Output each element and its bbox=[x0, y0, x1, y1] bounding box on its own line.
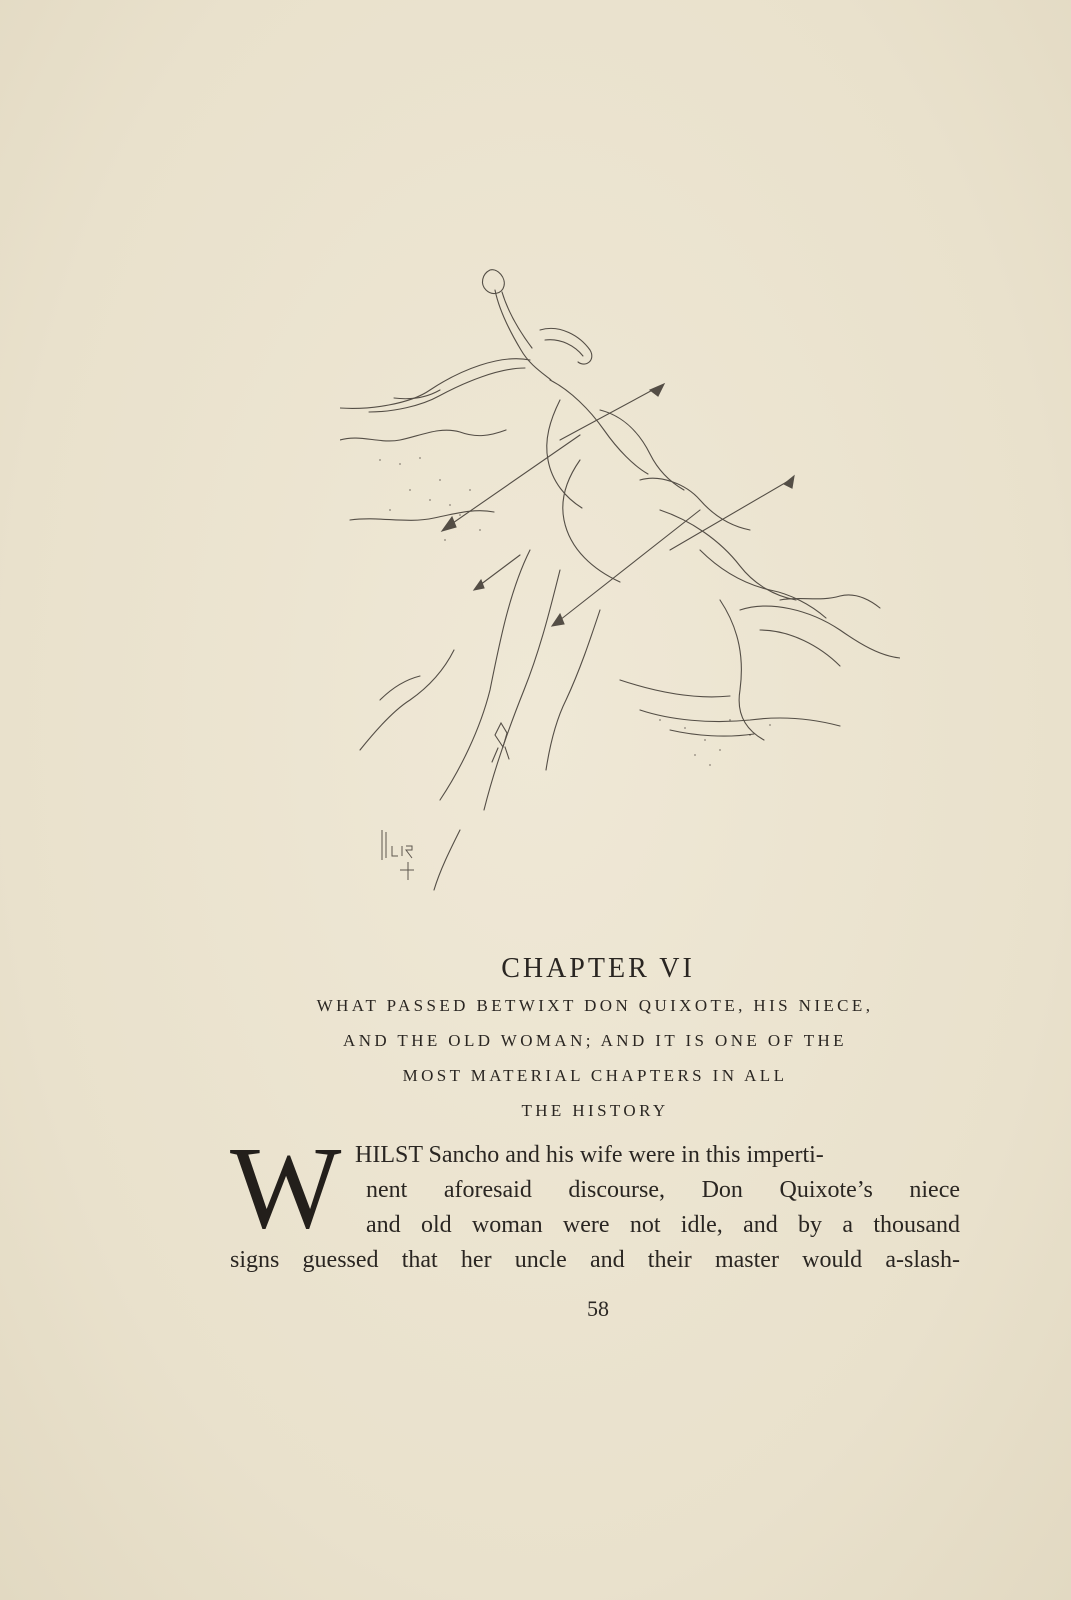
body-line: HILST Sancho and his wife were in this imperti- bbox=[355, 1142, 824, 1168]
subtitle-line: THE HISTORY bbox=[521, 1101, 669, 1120]
chapter-illustration bbox=[340, 250, 900, 910]
body-paragraph bbox=[230, 1122, 960, 1278]
subtitle-line: WHAT PASSED BETWIXT DON QUIXOTE, HIS NIECE, bbox=[316, 996, 874, 1015]
drop-cap: W bbox=[230, 1122, 342, 1253]
body-line: nent aforesaid discourse, Don Quixote’s niece bbox=[366, 1177, 960, 1203]
chapter-subtitle bbox=[230, 988, 960, 1128]
body-line: signs guessed that her uncle and their master would a-slash- bbox=[230, 1247, 960, 1273]
body-line: and old woman were not idle, and by a thousand bbox=[366, 1212, 960, 1238]
flying-figures-illustration-icon bbox=[340, 250, 900, 910]
subtitle-line: MOST MATERIAL CHAPTERS IN ALL bbox=[402, 1066, 788, 1085]
subtitle-line: AND THE OLD WOMAN; AND IT IS ONE OF THE bbox=[343, 1031, 847, 1050]
page-number: 58 bbox=[587, 1296, 609, 1321]
chapter-title: CHAPTER VI bbox=[501, 952, 695, 984]
